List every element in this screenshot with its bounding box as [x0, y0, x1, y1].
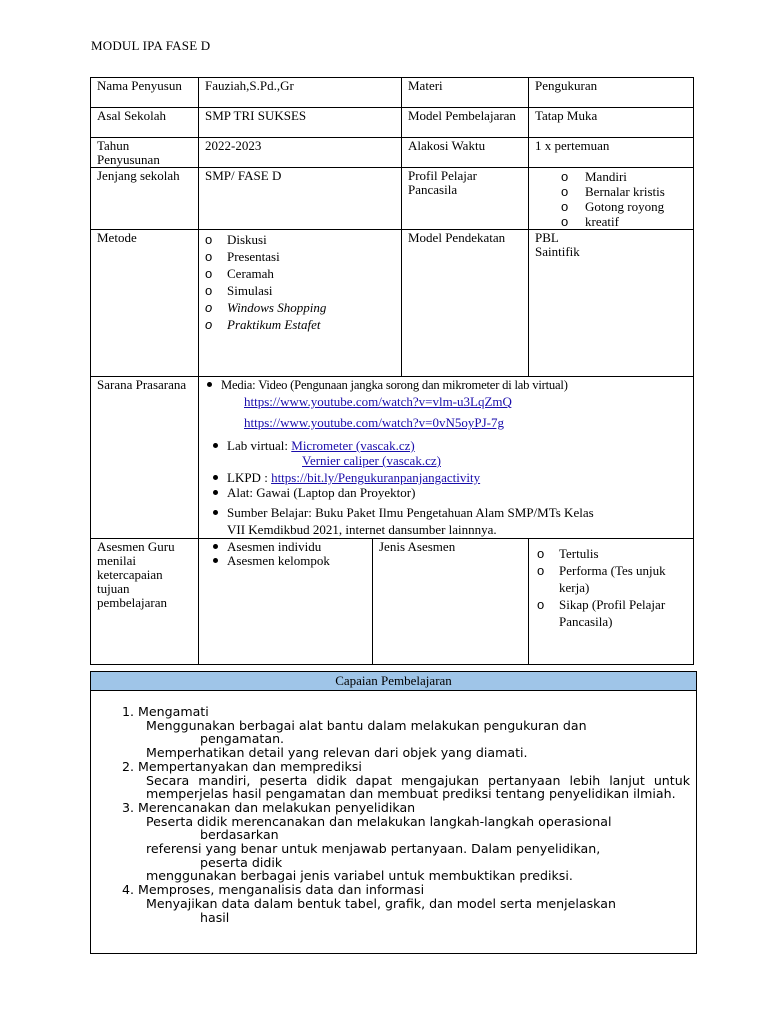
label-metode: Metode: [91, 230, 199, 377]
bullet-icon: [207, 382, 212, 387]
label-materi: Materi: [402, 78, 529, 108]
label-asal-sekolah: Asal Sekolah: [91, 108, 199, 138]
cp-paragraph: hasil: [200, 909, 230, 925]
circle-bullet-icon: o: [561, 169, 569, 184]
lab-virtual-line: Lab virtual: Micrometer (vascak.cz): [207, 438, 687, 453]
value-tahun-penyusunan: 2022-2023: [199, 138, 402, 168]
circle-bullet-icon: o: [537, 563, 545, 578]
circle-bullet-icon: o: [205, 266, 213, 281]
label-jenjang-sekolah: Jenjang sekolah: [91, 168, 199, 230]
alat-line: Alat: Gawai (Laptop dan Proyektor): [207, 485, 687, 500]
capaian-pembelajaran-table: [90, 671, 697, 954]
list-item: Asesmen individu: [213, 540, 366, 554]
value-metode: [199, 230, 402, 377]
label-jenis-asesmen: Jenis Asesmen: [373, 539, 529, 665]
value-nama-penyusun: Fauziah,S.Pd.,Gr: [199, 78, 402, 108]
label-alokasi-waktu: Alakosi Waktu: [402, 138, 529, 168]
list-item: o Mandiri: [561, 169, 627, 184]
document-header: MODUL IPA FASE D: [91, 38, 211, 53]
row-asesmen: [91, 539, 694, 665]
cp-paragraph: Memperhatikan detail yang relevan dari objek yang diamati.: [146, 745, 528, 761]
list-item: o Ceramah: [205, 266, 274, 281]
value-asesmen: [199, 539, 373, 665]
list-item: o Gotong royong: [561, 199, 665, 214]
list-item: o Sikap (Profil Pelajar Pancasila): [537, 597, 666, 629]
bullet-icon: [213, 558, 218, 563]
circle-bullet-icon: o: [205, 249, 213, 264]
circle-bullet-icon: o: [205, 300, 213, 315]
jenis-asesmen-list: [537, 545, 687, 630]
list-item: o Bernalar kristis: [561, 184, 665, 199]
cp-heading-2: 2. Mempertanyakan dan memprediksi: [122, 758, 362, 774]
circle-bullet-icon: o: [561, 214, 569, 229]
cp-heading-3: 3. Merencanakan dan melakukan penyelidikan: [122, 799, 416, 815]
video-link-2[interactable]: https://www.youtube.com/watch?v=0vN5oyPJ-7g: [244, 415, 504, 430]
profil-list: [535, 169, 687, 229]
circle-bullet-icon: o: [205, 283, 213, 298]
list-item: o Windows Shopping: [205, 300, 327, 315]
label-asesmen: Asesmen Guru menilai ketercapaian tujuan pembelajaran: [91, 539, 199, 665]
row-tahun-penyusunan: [91, 138, 694, 168]
value-jenis-asesmen: [529, 539, 694, 665]
value-asal-sekolah: SMP TRI SUKSES: [199, 108, 402, 138]
value-model-pembelajaran: Tatap Muka: [529, 108, 694, 138]
list-item: o Praktikum Estafet: [205, 317, 321, 332]
circle-bullet-icon: o: [537, 546, 545, 561]
cp-paragraph: Secara mandiri, peserta didik dapat mengajukan pertanyaan lebih lanjut untuk memperjelas hasil pengamatan dan membuat prediksi tentang penyelidikan ilmiah.: [146, 772, 690, 802]
value-model-pendekatan: [529, 230, 694, 377]
list-item: o Tertulis: [537, 546, 599, 561]
label-sarana-prasarana: Sarana Prasarana: [91, 377, 199, 539]
list-item: o Presentasi: [205, 249, 280, 264]
label-nama-penyusun: Nama Penyusun: [91, 78, 199, 108]
value-alokasi-waktu: 1 x pertemuan: [529, 138, 694, 168]
label-profil-pelajar: Profil Pelajar Pancasila: [402, 168, 529, 230]
cp-paragraph: referensi yang benar untuk menjawab pertanyaan. Dalam penyelidikan,: [146, 841, 601, 857]
pendekatan-pbl: PBL: [535, 230, 559, 245]
list-item: Asesmen kelompok: [213, 554, 366, 568]
value-profil-pelajar: [529, 168, 694, 230]
cp-paragraph: pengamatan.: [200, 731, 285, 747]
lkpd-link[interactable]: https://bit.ly/Pengukuranpanjangactivity: [271, 470, 481, 485]
cp-heading-4: 4. Memproses, menganalisis data dan informasi: [122, 882, 425, 898]
cp-paragraph: menggunakan berbagai jenis variabel untuk membuktikan prediksi.: [146, 868, 573, 884]
bullet-icon: [213, 510, 218, 515]
cp-paragraph: berdasarkan: [200, 827, 279, 843]
row-metode: [91, 230, 694, 377]
bullet-icon: [213, 490, 218, 495]
list-item: o Diskusi: [205, 232, 267, 247]
row-jenjang-sekolah: [91, 168, 694, 230]
label-model-pembelajaran: Model Pembelajaran: [402, 108, 529, 138]
cp-paragraph: peserta didik: [200, 854, 283, 870]
media-line: Media: Video (Pengunaan jangka sorong dan mikrometer di lab virtual): [207, 378, 687, 393]
value-materi: Pengukuran: [529, 78, 694, 108]
pendekatan-saintifik: Saintifik: [535, 244, 580, 259]
label-tahun-penyusunan: Tahun Penyusunan: [91, 138, 199, 168]
bullet-icon: [213, 544, 218, 549]
metode-list: [205, 231, 395, 333]
list-item: o kreatif: [561, 214, 619, 229]
lkpd-line: LKPD : https://bit.ly/Pengukuranpanjangactivity: [207, 470, 687, 485]
circle-bullet-icon: o: [561, 184, 569, 199]
circle-bullet-icon: o: [205, 317, 213, 332]
vernier-caliper-link[interactable]: Vernier caliper (vascak.cz): [302, 453, 441, 468]
row-asal-sekolah: [91, 108, 694, 138]
value-sarana-prasarana: [199, 377, 694, 539]
row-sarana-prasarana: [91, 377, 694, 539]
bullet-icon: [213, 443, 218, 448]
cp-paragraph: Peserta didik merencanakan dan melakukan langkah-langkah operasional: [146, 813, 612, 829]
capaian-pembelajaran-body: [91, 691, 697, 954]
cp-paragraph: Menggunakan berbagai alat bantu dalam melakukan pengukuran dan: [146, 717, 587, 733]
bullet-icon: [213, 475, 218, 480]
circle-bullet-icon: o: [561, 199, 569, 214]
label-model-pendekatan: Model Pendekatan: [402, 230, 529, 377]
value-jenjang-sekolah: SMP/ FASE D: [199, 168, 402, 230]
module-identity-table: [90, 77, 694, 665]
video-link-1[interactable]: https://www.youtube.com/watch?v=vlm-u3LqZmQ: [244, 394, 512, 409]
cp-heading-1: 1. Mengamati: [122, 704, 209, 719]
list-item: o Simulasi: [205, 283, 273, 298]
cp-paragraph: Menyajikan data dalam bentuk tabel, grafik, dan model serta menjelaskan: [146, 895, 616, 911]
row-nama-penyusun: [91, 78, 694, 108]
sumber-belajar-line-2: VII Kemdikbud 2021, internet dansumber lainnnya.: [227, 522, 497, 537]
list-item: o Performa (Tes unjuk kerja): [537, 563, 666, 595]
circle-bullet-icon: o: [205, 232, 213, 247]
capaian-pembelajaran-title: Capaian Pembelajaran: [91, 672, 697, 691]
micrometer-link[interactable]: Micrometer (vascak.cz): [291, 438, 415, 453]
sumber-belajar-line: Sumber Belajar: Buku Paket Ilmu Pengetahuan Alam SMP/MTs Kelas: [207, 504, 687, 521]
circle-bullet-icon: o: [537, 597, 545, 612]
